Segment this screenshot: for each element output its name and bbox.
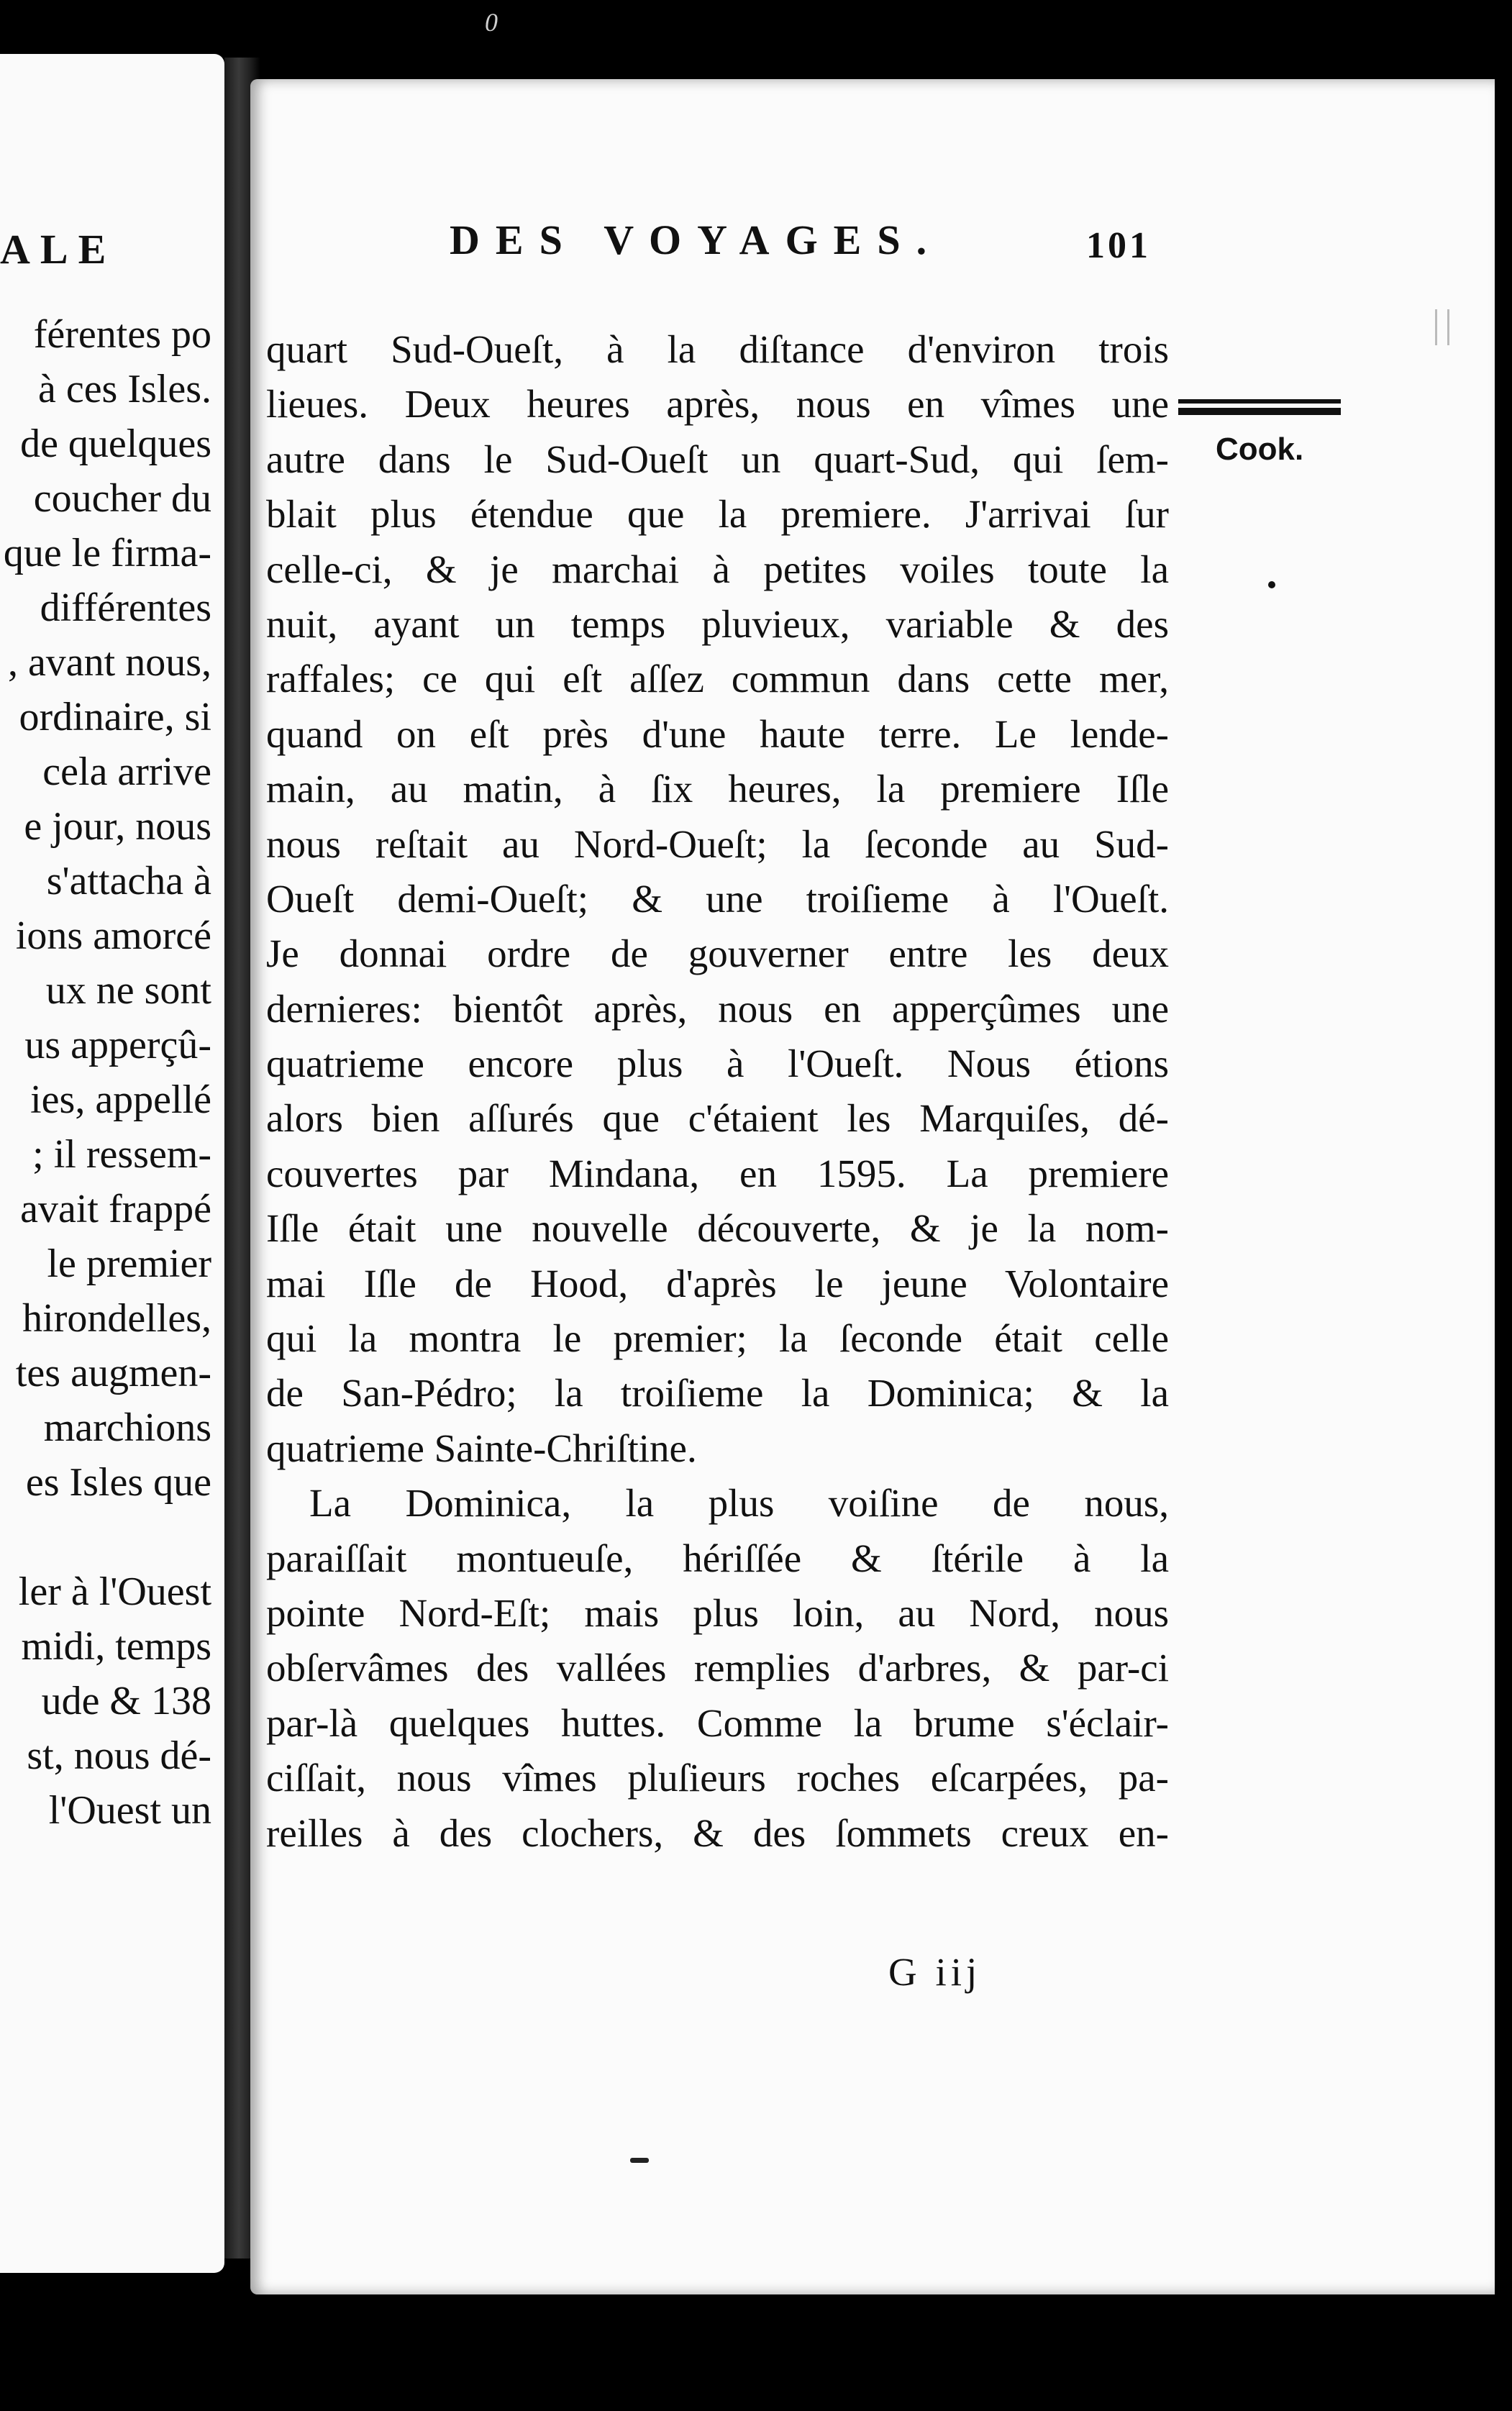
left-page-line: avait frappé xyxy=(20,1187,211,1231)
text-line: alors bien aſſurés que c'étaient les Marquiſes, dé- xyxy=(266,1096,1169,1141)
text-line: Oueſt demi-Oueſt; & une troiſieme à l'Oueſt. xyxy=(266,876,1169,921)
left-page-header: ALE xyxy=(0,226,117,273)
text-line: de San-Pédro; la troiſieme la Dominica; & la xyxy=(266,1371,1169,1416)
text-line: Je donnai ordre de gouverner entre les deux xyxy=(266,931,1169,976)
left-page-line: , avant nous, xyxy=(7,640,211,685)
left-page-line: ude & 138 xyxy=(41,1679,211,1723)
text-line: Iſle était une nouvelle découverte, & je la nom- xyxy=(266,1206,1169,1251)
margin-dot xyxy=(1268,581,1275,588)
text-line: blait plus étendue que la premiere. J'arrivai ſur xyxy=(266,492,1169,537)
text-line: quart Sud-Oueſt, à la diſtance d'environ trois xyxy=(266,327,1169,371)
left-page-line: tes augmen- xyxy=(15,1351,211,1395)
left-page-line: ler à l'Ouest xyxy=(18,1569,211,1614)
left-page-line: ordinaire, si xyxy=(19,695,211,739)
text-line: quand on eſt près d'une haute terre. Le lende- xyxy=(266,711,1169,756)
text-line: obſervâmes des vallées remplies d'arbres, & par-ci xyxy=(266,1646,1169,1690)
text-line: pointe Nord-Eſt; mais plus loin, au Nord, nous xyxy=(266,1590,1169,1635)
text-line: par-là quelques huttes. Comme la brume s'éclair- xyxy=(266,1700,1169,1745)
margin-note: Cook. xyxy=(1216,432,1304,467)
left-page-line: ux ne sont xyxy=(45,968,211,1013)
left-page-line: différentes xyxy=(40,585,211,630)
text-line: mai Iſle de Hood, d'après le jeune Volontaire xyxy=(266,1261,1169,1305)
left-page-line: ; il ressem- xyxy=(32,1132,211,1177)
text-line: quatrieme Sainte-Chriſtine. xyxy=(266,1426,697,1470)
text-line: couvertes par Mindana, en 1595. La premiere xyxy=(266,1151,1169,1195)
left-page-line: cela arrive xyxy=(42,749,211,794)
text-line: nuit, ayant un temps pluvieux, variable & des xyxy=(266,601,1169,646)
left-page-line: hirondelles, xyxy=(22,1296,211,1341)
margin-rule xyxy=(1178,399,1341,421)
left-facing-page xyxy=(0,54,224,2273)
text-line: reilles à des clochers, & des ſommets creux en- xyxy=(266,1810,1169,1855)
text-line: qui la montra le premier; la ſeconde était celle xyxy=(266,1316,1169,1361)
left-page-line: le premier xyxy=(47,1241,211,1286)
text-line: dernieres: bientôt après, nous en apperçûmes une xyxy=(266,986,1169,1031)
text-line: nous reſtait au Nord-Oueſt; la ſeconde au Sud- xyxy=(266,821,1169,866)
running-head: DES VOYAGES. xyxy=(450,217,943,263)
left-page-line: ions amorcé xyxy=(15,913,211,958)
left-page-line: férentes po xyxy=(33,312,211,357)
left-page-line: ies, appellé xyxy=(30,1077,211,1122)
text-line: lieues. Deux heures après, nous en vîmes une xyxy=(266,382,1169,427)
left-page-line: de quelques xyxy=(20,421,211,466)
left-page-line: e jour, nous xyxy=(24,804,211,849)
page-number: 101 xyxy=(1086,225,1151,266)
left-page-line: l'Ouest un xyxy=(48,1788,211,1833)
text-line: raffales; ce qui eſt aſſez commun dans cette mer, xyxy=(266,657,1169,701)
signature-mark: G iij xyxy=(888,1950,982,1994)
left-page-line: à ces Isles. xyxy=(37,367,211,411)
text-line: quatrieme encore plus à l'Oueſt. Nous étions xyxy=(266,1042,1169,1086)
text-line: ciſſait, nous vîmes pluſieurs roches eſcarpées, pa- xyxy=(266,1756,1169,1800)
text-line: celle-ci, & je marchai à petites voiles toute la xyxy=(266,547,1169,591)
left-page-line: coucher du xyxy=(33,476,211,521)
left-page-line: que le firma- xyxy=(3,531,211,575)
left-page-line: st, nous dé- xyxy=(27,1733,211,1778)
left-page-line: midi, temps xyxy=(21,1624,211,1669)
left-page-line: us apperçû- xyxy=(24,1023,211,1067)
left-page-line: marchions xyxy=(43,1405,211,1450)
top-margin-mark: 0 xyxy=(485,8,498,37)
left-page-line: s'attacha à xyxy=(46,859,211,903)
stray-ink-mark xyxy=(630,2158,649,2163)
text-line: autre dans le Sud-Oueſt un quart-Sud, qui ſem- xyxy=(266,437,1169,481)
body-text xyxy=(266,322,1169,1861)
text-line: paraiſſait montueuſe, hériſſée & ſtérile à la xyxy=(266,1536,1169,1580)
edge-marks xyxy=(1435,309,1449,345)
text-line: main, au matin, à ſix heures, la premiere Iſle xyxy=(266,767,1169,811)
text-line: La Dominica, la plus voiſine de nous, xyxy=(309,1481,1169,1526)
left-page-line: es Isles que xyxy=(25,1460,211,1505)
